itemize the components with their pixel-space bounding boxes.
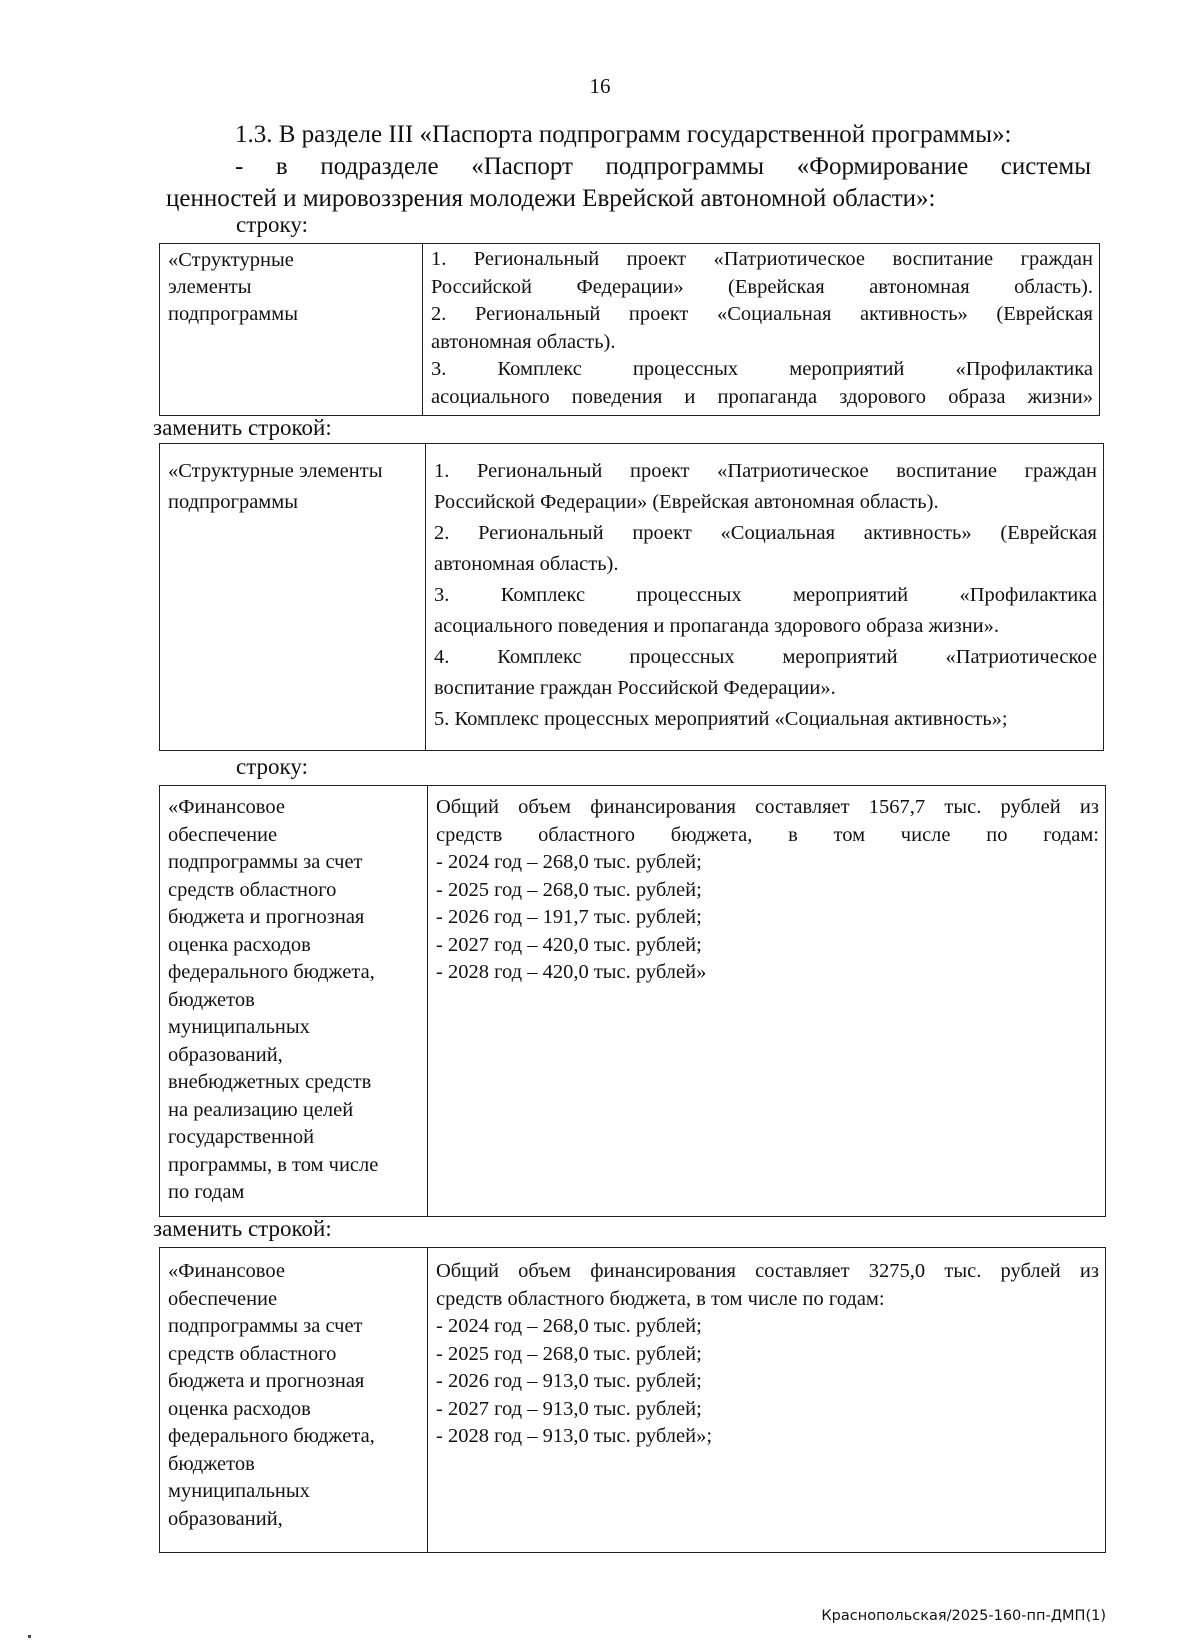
table3-right-cell: [428, 786, 1106, 1217]
table1-right-line: 2. Региональный проект «Социальная активность» (Еврейская: [431, 303, 1093, 325]
table3-left-line: федерального бюджета,: [168, 961, 375, 983]
table3-left-line: на реализацию целей: [168, 1098, 354, 1121]
label-row-1: строку:: [236, 212, 308, 237]
table3-left-line: оценка расходов: [168, 933, 311, 956]
table3-left-line: «Финансовое: [168, 796, 285, 818]
table4-left-line: «Финансовое: [168, 1260, 285, 1282]
table1-right-line: Российской Федерации» (Еврейская автономная область).: [431, 275, 1093, 298]
table4-right-cell: [428, 1248, 1106, 1553]
table1-right-cell: [423, 244, 1100, 416]
table2-right-line: 1. Региональный проект «Патриотическое воспитание граждан: [434, 460, 1097, 482]
table-new-structure: [159, 443, 1104, 751]
table3-left-line: обеспечение: [168, 823, 278, 846]
table2-right-line: 2. Региональный проект «Социальная активность» (Еврейская: [434, 522, 1097, 544]
table3-left-line: бюджета и прогнозная: [168, 906, 365, 928]
table2-left-line: «Структурные элементы: [168, 460, 383, 482]
table4-left-line: обеспечение: [168, 1287, 278, 1310]
table3-left-line: средств областного: [168, 878, 337, 901]
table4-left-line: бюджета и прогнозная: [168, 1370, 365, 1392]
table1-right-line: 1. Региональный проект «Патриотическое воспитание граждан: [431, 248, 1093, 270]
table1-left-cell: [160, 244, 423, 416]
table4-left-line: муниципальных: [168, 1480, 310, 1502]
table2-right-line: Российской Федерации» (Еврейская автономная область).: [434, 491, 939, 513]
table3-right-line: - 2026 год – 191,7 тыс. рублей;: [436, 906, 702, 928]
table4-left-line: оценка расходов: [168, 1397, 311, 1420]
table4-left-line: образований,: [168, 1507, 283, 1530]
table1-left-line: «Структурные: [168, 249, 294, 271]
label-replace-2: заменить строкой:: [153, 1216, 332, 1241]
table4-left-line: федерального бюджета,: [168, 1425, 375, 1447]
table1-right-line: асоциального поведения и пропаганда здорового образа жизни»: [431, 385, 1093, 408]
table4-left-line: подпрограммы за счет: [168, 1315, 363, 1337]
table4-right-line: - 2025 год – 268,0 тыс. рублей;: [436, 1342, 702, 1365]
table3-right-line: - 2025 год – 268,0 тыс. рублей;: [436, 878, 702, 901]
table2-right-cell: [426, 444, 1104, 751]
table1-left-line: подпрограммы: [168, 303, 299, 325]
table2-right-line: автономная область).: [434, 553, 619, 575]
table-old-structure: [159, 243, 1100, 416]
label-replace-1: заменить строкой:: [153, 415, 332, 440]
intro-line-1: 1.3. В разделе III «Паспорта подпрограмм государственной программы»:: [235, 121, 1012, 148]
table3-left-line: подпрограммы за счет: [168, 851, 363, 873]
scan-dot: [28, 1635, 31, 1638]
document-footer-code: Краснопольская/2025-160-пп-ДМП(1): [821, 1608, 1106, 1624]
table4-right-line: - 2026 год – 913,0 тыс. рублей;: [436, 1370, 702, 1392]
table2-right-line: 3. Комплекс процессных мероприятий «Профилактика: [434, 584, 1097, 606]
table1-left-line: элементы: [168, 276, 252, 298]
table3-right-line: - 2024 год – 268,0 тыс. рублей;: [436, 851, 702, 873]
table3-right-line: - 2027 год – 420,0 тыс. рублей;: [436, 933, 702, 956]
label-row-2: строку:: [236, 754, 308, 779]
table4-left-line: средств областного: [168, 1342, 337, 1365]
table3-left-line: бюджетов: [168, 988, 255, 1011]
table4-left-cell: [160, 1248, 428, 1553]
table-new-finance: [159, 1247, 1106, 1553]
table3-right-line: средств областного бюджета, в том числе по годам:: [436, 823, 1099, 846]
table3-left-line: внебюджетных средств: [168, 1071, 372, 1093]
table4-right-line: Общий объем финансирования составляет 3275,0 тыс. рублей из: [436, 1260, 1099, 1282]
table1-right-line: 3. Комплекс процессных мероприятий «Профилактика: [431, 358, 1093, 380]
table4-left-line: бюджетов: [168, 1452, 255, 1475]
table3-left-line: государственной: [168, 1126, 315, 1148]
table2-right-line: 4. Комплекс процессных мероприятий «Патриотическое: [434, 646, 1097, 668]
table3-right-line: - 2028 год – 420,0 тыс. рублей»: [436, 961, 707, 983]
table2-right-line: воспитание граждан Российской Федерации».: [434, 677, 836, 699]
table2-left-cell: [160, 444, 426, 751]
table3-left-line: по годам: [168, 1181, 245, 1203]
table2-right-line: асоциального поведения и пропаганда здорового образа жизни».: [434, 615, 1000, 637]
page-number: 16: [589, 74, 611, 98]
table3-left-line: образований,: [168, 1043, 283, 1066]
table4-right-line: - 2028 год – 913,0 тыс. рублей»;: [436, 1425, 713, 1447]
table3-left-line: программы, в том числе: [168, 1153, 379, 1176]
intro-line-2: - в подразделе «Паспорт подпрограммы «Формирование системы: [235, 153, 1091, 180]
table1-right-line: автономная область).: [431, 330, 616, 353]
table4-right-line: - 2027 год – 913,0 тыс. рублей;: [436, 1397, 702, 1420]
table3-right-line: Общий объем финансирования составляет 1567,7 тыс. рублей из: [436, 796, 1099, 818]
table3-left-cell: [160, 786, 428, 1217]
table-old-finance: [159, 785, 1106, 1217]
table2-left-line: подпрограммы: [168, 491, 299, 513]
table3-left-line: муниципальных: [168, 1016, 310, 1038]
table4-right-line: - 2024 год – 268,0 тыс. рублей;: [436, 1315, 702, 1337]
table2-right-line: 5. Комплекс процессных мероприятий «Социальная активность»;: [434, 708, 1008, 730]
intro-line-3: ценностей и мировоззрения молодежи Еврейской автономной области»:: [166, 185, 936, 212]
table4-right-line: средств областного бюджета, в том числе по годам:: [436, 1287, 885, 1310]
